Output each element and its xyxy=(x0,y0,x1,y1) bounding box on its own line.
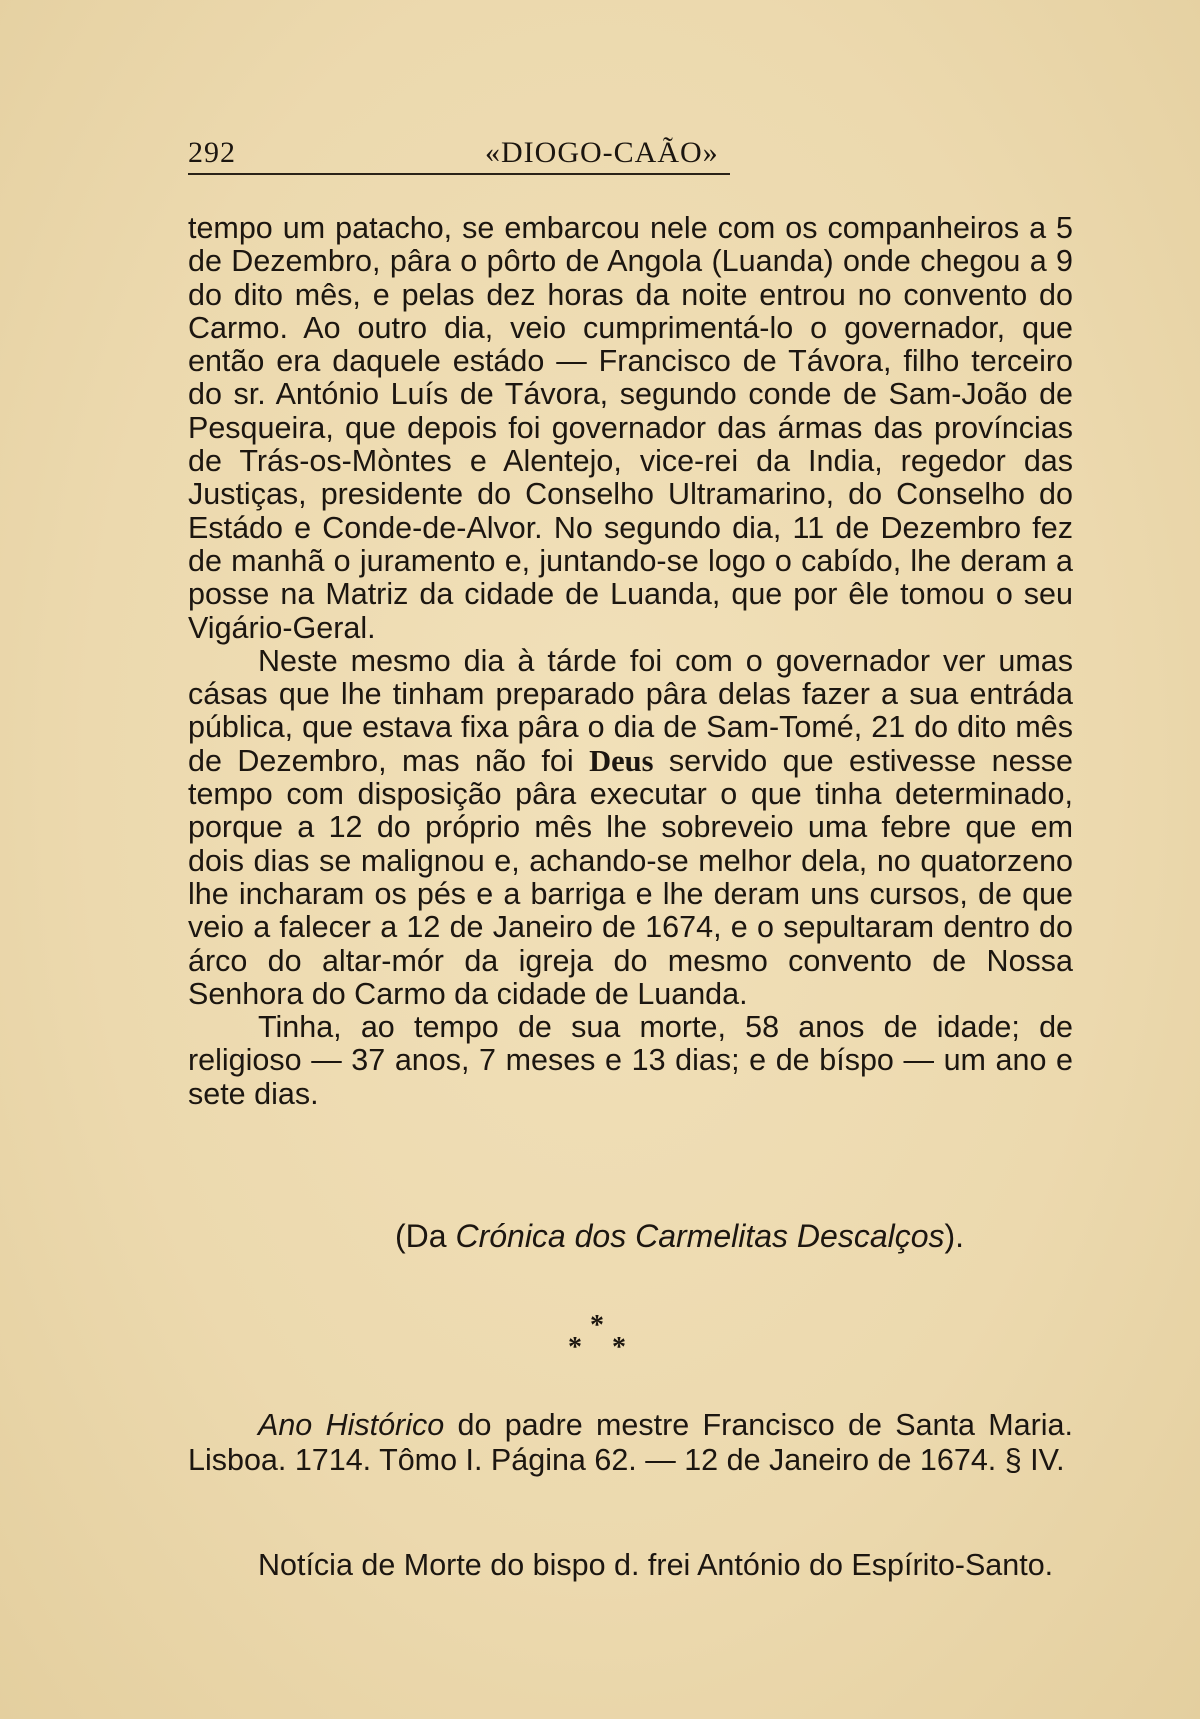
paragraph-2 xyxy=(188,645,1073,1011)
entry-1-title: Ano Histórico xyxy=(258,1408,445,1442)
page-number: 292 xyxy=(188,136,236,169)
entry-ano-historico xyxy=(188,1408,1073,1478)
paragraph-2-part-b: servido que estivesse nesse tempo com disposição pâra executar o que tinha determinado, porque a 12 do próprio mês lhe sobreveio uma febre que em dois dias se malignou e, achando-se melhor dela, no quatorzeno lhe incharam os pés e a barriga e lhe deram uns cursos, de que veio a falecer a 12 de Janeiro de 1674, e o sepultaram dentro do árco do altar-mór da igreja do mesmo convento de Nossa Senhora do Carmo da cidade de Luanda. xyxy=(188,743,1073,1011)
citation-open: (Da xyxy=(395,1218,456,1254)
running-title: «DIOGO-CAÃO» xyxy=(485,136,719,169)
paragraph-2-part-a: Neste mesmo dia à tárde foi com o governador ver umas cásas que lhe tinham preparado pâra delas fazer a sua entráda pública, que estava fixa pâra o dia de Sam-Tomé, 21 do dito mês de Dezembro, mas não foi xyxy=(188,643,1073,778)
source-citation xyxy=(395,1218,1095,1255)
entry-1-paragraph xyxy=(188,1408,1073,1478)
main-text xyxy=(188,212,1073,1111)
paragraph-3: Tinha, ao tempo de sua morte, 58 anos de idade; de religioso — 37 anos, 7 meses e 13 dias; e de bíspo — um ano e sete dias. xyxy=(188,1010,1073,1111)
citation-close: ). xyxy=(944,1218,965,1254)
asterism-star-left: * xyxy=(568,1332,582,1363)
entry-noticia xyxy=(188,1548,1073,1583)
asterism-star-top: * xyxy=(590,1310,604,1341)
paragraph-1: tempo um patacho, se embarcou nele com os companheiros a 5 de Dezembro, pâra o pôrto de Angola (Luanda) onde chegou a 9 do dito mês, e pelas dez horas da noite entrou no convento do Carmo. Ao outro dia, veio cumprimentá-lo o governador, que então era daquele estádo — Francisco de Távora, filho terceiro do sr. António Luís de Távora, segundo conde de Sam-João de Pesqueira, que depois foi governador das ármas das províncias de Trás-os-Mòntes e Alentejo, vice-rei da India, regedor das Justiças, presidente do Conselho Ultramarino, do Conselho do Estádo e Conde-de-Alvor. No segundo dia, 11 de Dezembro fez de manhã o juramento e, juntando-se logo o cabído, lhe deram a posse na Matriz da cidade de Luanda, que por êle tomou o seu Vigário-Geral. xyxy=(188,211,1073,645)
header-rule xyxy=(188,173,730,175)
deus-word: Deus xyxy=(589,743,654,778)
entry-1-text: do padre mestre Francisco de Santa Maria. Lisboa. 1714. Tômo I. Página 62. — 12 de Janeiro de 1674. § IV. xyxy=(188,1408,1073,1477)
citation-title: Crónica dos Carmelitas Descalços xyxy=(455,1218,945,1254)
asterism-star-right: * xyxy=(612,1332,626,1363)
entry-2-text: Notícia de Morte do bispo d. frei António do Espírito-Santo. xyxy=(258,1548,1054,1582)
page-header xyxy=(188,136,733,176)
asterism xyxy=(560,1310,680,1390)
